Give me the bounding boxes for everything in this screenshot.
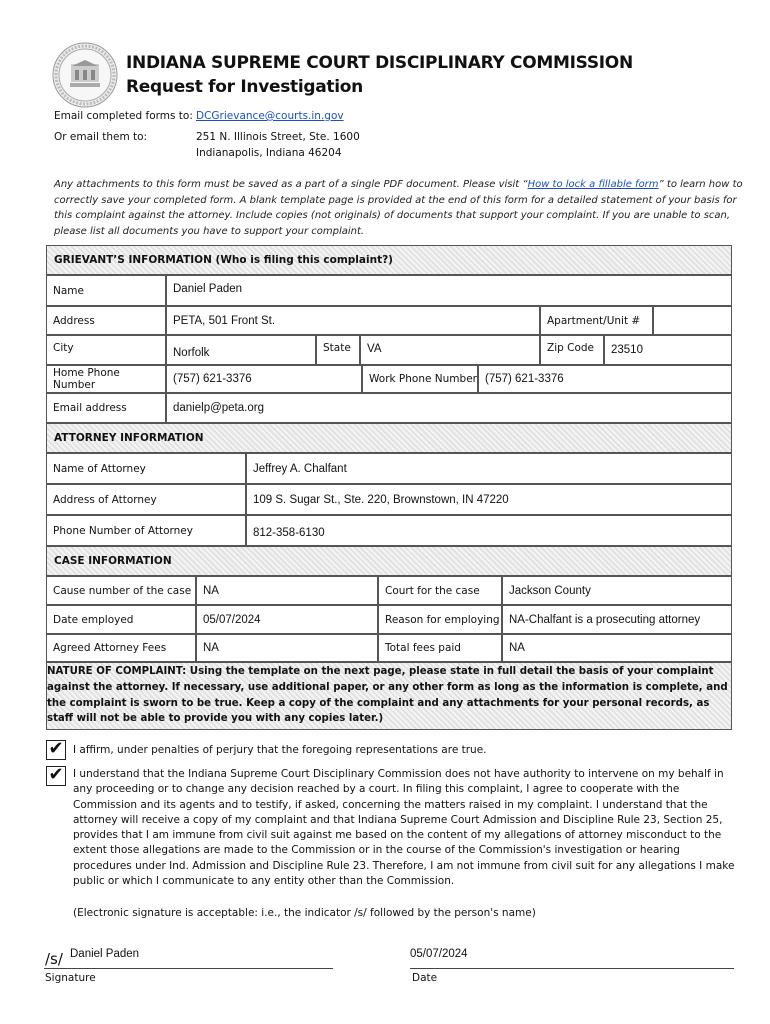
signature-prefix: /s/ [45, 950, 63, 968]
paid-label: Total fees paid [378, 634, 502, 662]
signature-line [44, 968, 333, 969]
affirm-checkbox[interactable]: ✔ [46, 740, 66, 760]
city-label: City [46, 335, 166, 365]
attorney-address-field[interactable]: 109 S. Sugar St., Ste. 220, Brownstown, IN 47220 [246, 484, 732, 515]
attorney-name-label: Name of Attorney [46, 453, 246, 484]
email-label: Email completed forms to: [54, 110, 193, 122]
date-line [410, 968, 734, 969]
form-subtitle: Request for Investigation [126, 77, 363, 97]
date-field[interactable]: 05/07/2024 [410, 948, 468, 960]
signature-field[interactable]: Daniel Paden [70, 948, 140, 960]
paid-field[interactable]: NA [502, 634, 732, 662]
esig-note: (Electronic signature is acceptable: i.e., the indicator /s/ followed by the person's name) [73, 907, 536, 919]
grievant-heading: GRIEVANT’S INFORMATION (Who is filing this complaint?) [54, 254, 393, 266]
attorney-heading: ATTORNEY INFORMATION [54, 432, 204, 444]
signature-label: Signature [45, 972, 96, 984]
city-field[interactable]: Norfolk [166, 335, 316, 365]
address-field[interactable]: PETA, 501 Front St. [166, 306, 540, 335]
state-label: State [316, 335, 360, 365]
cause-field[interactable]: NA [196, 576, 378, 605]
address-line2: Indianapolis, Indiana 46204 [196, 147, 342, 159]
state-field[interactable]: VA [360, 335, 540, 365]
attorney-phone-label: Phone Number of Attorney [46, 515, 246, 546]
attorney-name-field[interactable]: Jeffrey A. Chalfant [246, 453, 732, 484]
cause-label: Cause number of the case [46, 576, 196, 605]
reason-label: Reason for employing [378, 605, 502, 634]
fees-field[interactable]: NA [196, 634, 378, 662]
name-label: Name [46, 275, 166, 306]
attorney-phone-field[interactable]: 812-358-6130 [246, 515, 732, 546]
court-seal-icon [52, 42, 118, 108]
court-label: Court for the case [378, 576, 502, 605]
work-phone-label: Work Phone Number [362, 365, 478, 393]
case-heading: CASE INFORMATION [54, 555, 172, 567]
date-employed-label: Date employed [46, 605, 196, 634]
affirm-text: I affirm, under penalties of perjury that the foregoing representations are true. [73, 744, 487, 756]
instructions: Any attachments to this form must be saved as a part of a single PDF document. Please visit “How to lock a fillable form” to learn how to correctly save your completed form. A blank template page is provided at the end of this form for a detailed statement of your basis for this complaint against the attorney. Include copies (not originals) of documents that support your complaint. If you are unable to scan, please list all documents you have to support your complaint. [54, 179, 743, 237]
address-line1: 251 N. Illinois Street, Ste. 1600 [196, 131, 360, 143]
mail-label: Or email them to: [54, 131, 148, 143]
email-address-label: Email address [46, 393, 166, 423]
grievance-email-link[interactable]: DCGrievance@courts.in.gov [196, 110, 344, 122]
court-field[interactable]: Jackson County [502, 576, 732, 605]
date-employed-field[interactable]: 05/07/2024 [196, 605, 378, 634]
reason-field[interactable]: NA-Chalfant is a prosecuting attorney [502, 605, 732, 634]
date-label: Date [412, 972, 438, 984]
address-label: Address [46, 306, 166, 335]
understand-text: I understand that the Indiana Supreme Court Disciplinary Commission does not have authority to intervene on my behalf in any proceeding or to change any decision reached by a court. In filing this complaint, I agree to cooperate with the Commission and its agents and to testify, if asked, concerning the matters raised in my complaint. I understand that the attorney will receive a copy of my complaint and that Indiana Supreme Court Admission and Discipline Rule 23, Section 25, provides that I am immune from civil suit against me based on the content of my allegations of attorney misconduct to the extent those allegations are made to the Commission or in the course of the Commission's investigation or hearing procedures under Ind. Admission and Discipline Rule 23. Therefore, I am not immune from civil suit for any allegations I make public or which I communicate to any entity other than the Commission. [73, 768, 735, 888]
work-phone-field[interactable]: (757) 621-3376 [478, 365, 732, 393]
fillable-form-link[interactable]: How to lock a fillable form [527, 179, 659, 190]
nature-text: NATURE OF COMPLAINT: Using the template on the next page, please state in full detail the basis of your complaint against the attorney. If necessary, use additional paper, or any other form as long as the information is complete, and the complaint is sworn to be true. Keep a copy of the complaint and any attachments for your personal records, as staff will not be able to provide you with any copies later.) [47, 666, 728, 725]
apt-field[interactable] [653, 306, 732, 335]
zip-label: Zip Code [540, 335, 604, 365]
apt-label: Apartment/Unit # [540, 306, 653, 335]
understand-checkbox[interactable]: ✔ [46, 766, 66, 786]
fees-label: Agreed Attorney Fees [46, 634, 196, 662]
home-phone-field[interactable]: (757) 621-3376 [166, 365, 362, 393]
home-phone-label: Home Phone Number [46, 365, 166, 393]
zip-field[interactable]: 23510 [604, 335, 732, 365]
email-address-field[interactable]: danielp@peta.org [166, 393, 732, 423]
attorney-address-label: Address of Attorney [46, 484, 246, 515]
form-title: INDIANA SUPREME COURT DISCIPLINARY COMMISSION [126, 53, 633, 73]
name-field[interactable]: Daniel Paden [166, 275, 732, 306]
